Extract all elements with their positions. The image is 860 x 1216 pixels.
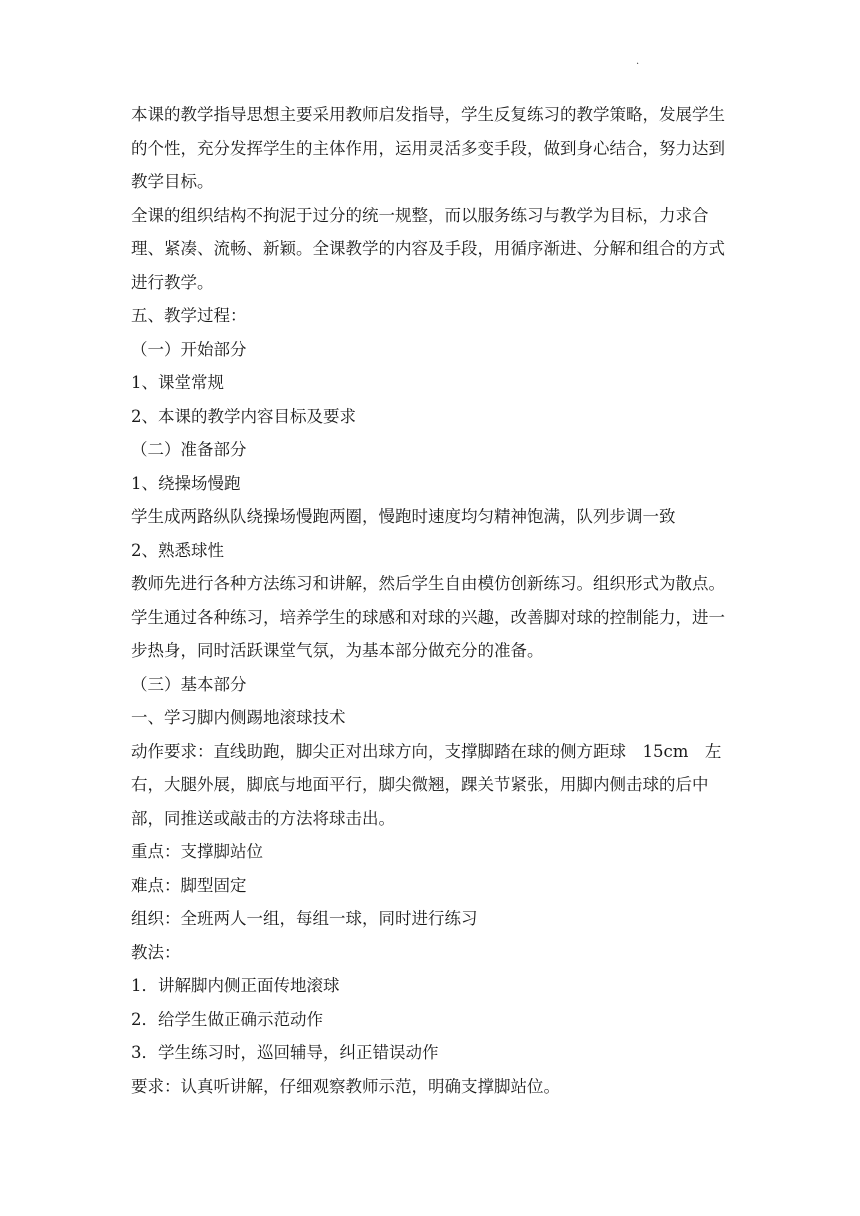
- method-step-2: 2．给学生做正确示范动作: [131, 1009, 323, 1029]
- item-lesson-goals: 2、本课的教学内容目标及要求: [131, 406, 356, 426]
- item-organization: 组织：全班两人一组，每组一球，同时进行练习: [131, 909, 478, 928]
- paragraph-structure: 全课的组织结构不拘泥于过分的统一规整，而以服务练习与教学为目标，力求合理、紧凑、流畅、新颖。全课教学的内容及手段，用循序渐进、分解和组合的方式进行教学。: [131, 205, 725, 292]
- paragraph-guiding-idea: 本课的教学指导思想主要采用教师启发指导，学生反复练习的教学策略，发展学生的个性，充分发挥学生的主体作用，运用灵活多变手段，做到身心结合，努力达到教学目标。: [131, 105, 725, 191]
- paragraph-jogging-detail: 学生成两路纵队绕操场慢跑两圈，慢跑时速度均匀精神饱满，队列步调一致: [131, 507, 676, 526]
- method-step-3: 3．学生练习时，巡回辅导，纠正错误动作: [131, 1043, 439, 1062]
- document-body: [131, 98, 736, 1103]
- heading-basic-part: （三）基本部分: [131, 674, 247, 694]
- method-step-1: 1．讲解脚内侧正面传地滚球: [131, 976, 340, 995]
- item-class-routine: 1、课堂常规: [131, 373, 224, 392]
- paragraph-ball-familiarity-detail: 教师先进行各种方法练习和讲解，然后学生自由模仿创新练习。组织形式为散点。学生通过各种练习，培养学生的球感和对球的兴趣，改善脚对球的控制能力，进一步热身，同时活跃课堂气氛，为基本部分做充分的准备。: [131, 574, 725, 660]
- heading-inside-foot-kick: 一、学习脚内侧踢地滚球技术: [131, 708, 346, 727]
- item-teaching-method: 教法：: [131, 942, 181, 962]
- paragraph-action-requirements: 动作要求：直线助跑，脚尖正对出球方向，支撑脚踏在球的侧方距球 15cm 左右，大腿外展，脚底与地面平行，脚尖微翘，踝关节紧张，用脚内侧击球的后中部，同推送或敲击的方法将球击出。: [131, 741, 722, 828]
- heading-opening-part: （一）开始部分: [131, 339, 247, 359]
- heading-preparation-part: （二）准备部分: [131, 440, 247, 459]
- heading-teaching-process: 五、教学过程：: [131, 306, 247, 325]
- header-dot: .: [636, 56, 640, 67]
- item-jogging: 1、绕操场慢跑: [131, 473, 241, 493]
- item-difficulty: 难点：脚型固定: [131, 875, 247, 895]
- item-requirements: 要求：认真听讲解，仔细观察教师示范，明确支撑脚站位。: [131, 1076, 560, 1096]
- item-ball-familiarity: 2、熟悉球性: [131, 540, 224, 560]
- item-key-point: 重点：支撑脚站位: [131, 842, 263, 861]
